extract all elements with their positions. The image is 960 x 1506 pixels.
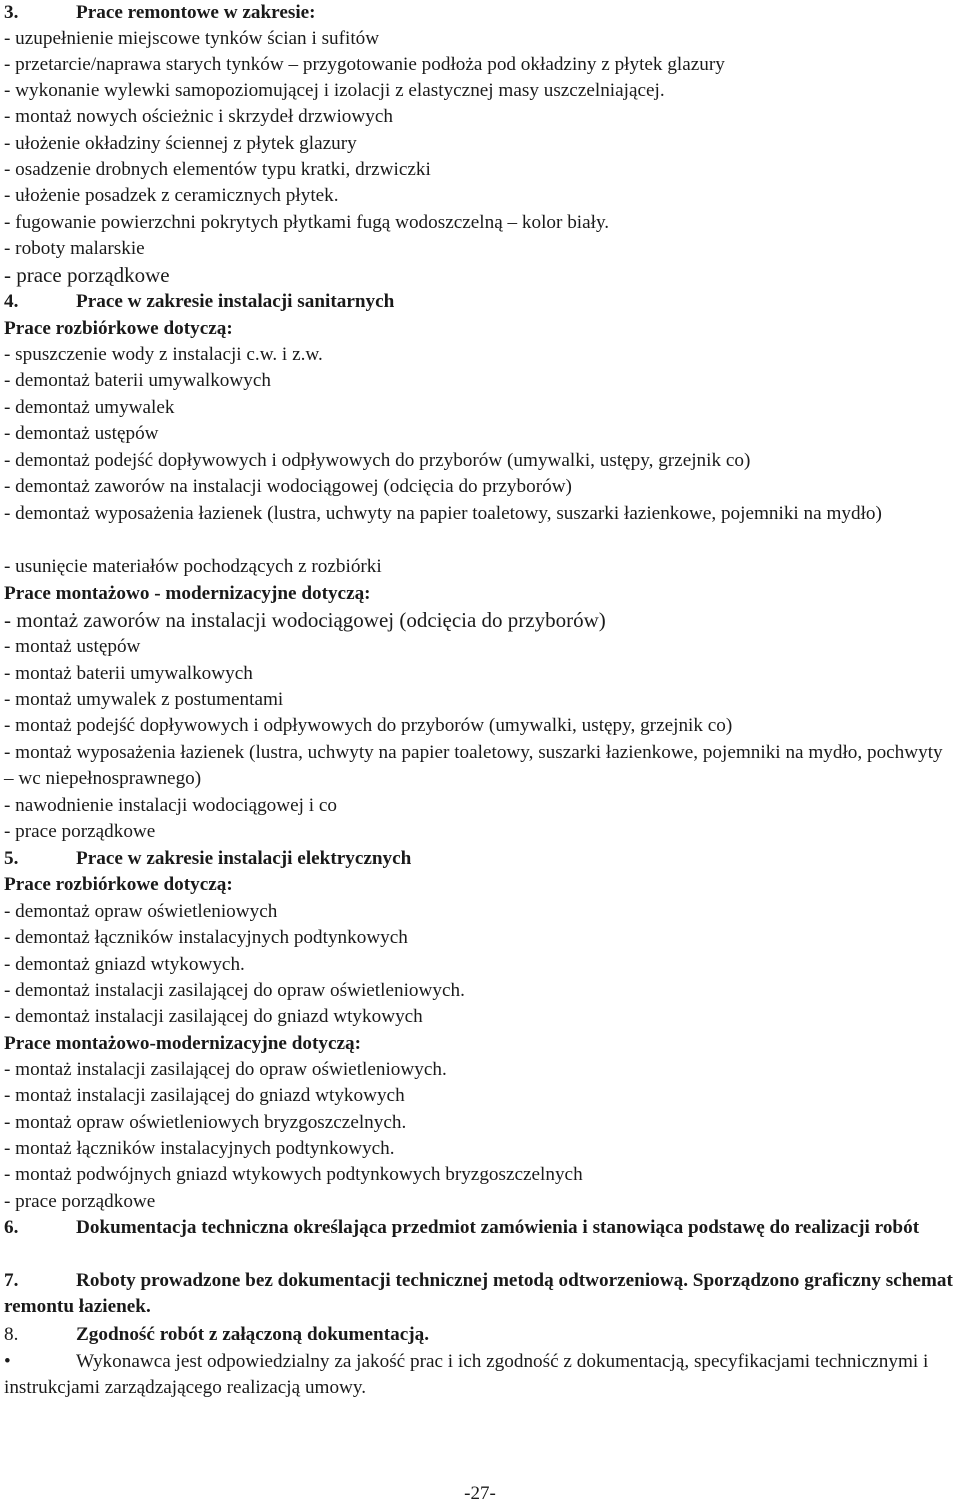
bullet-text: Wykonawca jest odpowiedzialny za jakość prac i ich zgodność z dokumentacją, specyfikacjami technicznymi i instrukcjami zarządzającego realizacją umowy. — [4, 1351, 929, 1398]
list-item: - montaż podwójnych gniazd wtykowych podtynkowych bryzgoszczelnych — [4, 1164, 583, 1185]
list-item: - demontaż łączników instalacyjnych podtynkowych — [4, 927, 408, 948]
list-item: - montaż zaworów na instalacji wodociągowej (odcięcia do przyborów) — [4, 608, 606, 632]
list-item: - demontaż instalacji zasilającej do opraw oświetleniowych. — [4, 980, 465, 1001]
section-title: Zgodność robót z załączoną dokumentacją. — [76, 1324, 430, 1345]
section-title: Dokumentacja techniczna określająca przedmiot zamówienia i stanowiąca podstawę do realizacji robót — [76, 1217, 920, 1238]
list-item: - fugowanie powierzchni pokrytych płytkami fugą wodoszczelną – kolor biały. — [4, 212, 610, 233]
section-number: 4. — [4, 291, 19, 312]
section-title: Prace w zakresie instalacji sanitarnych — [76, 291, 395, 312]
list-item: - prace porządkowe — [4, 263, 170, 287]
subsection-heading: Prace rozbiórkowe dotyczą: — [4, 318, 233, 339]
list-item: - demontaż zaworów na instalacji wodociągowej (odcięcia do przyborów) — [4, 476, 572, 497]
subsection-heading: Prace rozbiórkowe dotyczą: — [4, 874, 233, 895]
list-item: - montaż baterii umywalkowych — [4, 663, 253, 684]
list-item: - ułożenie okładziny ściennej z płytek glazury — [4, 133, 357, 154]
list-item: - prace porządkowe — [4, 1191, 156, 1212]
list-item: - demontaż gniazd wtykowych. — [4, 954, 245, 975]
list-item: - montaż ustępów — [4, 636, 141, 657]
list-item: - wykonanie wylewki samopoziomującej i izolacji z elastycznej masy uszczelniającej. — [4, 80, 665, 101]
list-item: - nawodnienie instalacji wodociągowej i co — [4, 795, 338, 816]
list-item: - roboty malarskie — [4, 238, 145, 259]
section-number: 7. — [4, 1270, 19, 1291]
section-5-heading — [4, 846, 411, 872]
list-item: - montaż nowych ościeżnic i skrzydeł drzwiowych — [4, 106, 393, 127]
list-item: - demontaż ustępów — [4, 423, 159, 444]
list-item: - demontaż opraw oświetleniowych — [4, 901, 278, 922]
section-7-heading — [4, 1268, 954, 1320]
list-item: - demontaż wyposażenia łazienek (lustra, uchwyty na papier toaletowy, suszarki łazienkowe, pojemniki na mydło) — [4, 503, 882, 524]
list-item: - osadzenie drobnych elementów typu kratki, drzwiczki — [4, 159, 431, 180]
list-item: - demontaż instalacji zasilającej do gniazd wtykowych — [4, 1006, 423, 1027]
list-item: - montaż podejść dopływowych i odpływowych do przyborów (umywalki, ustępy, grzejnik co) — [4, 715, 733, 736]
section-3-heading — [4, 0, 316, 26]
bullet-icon: • — [4, 1351, 11, 1372]
list-item: - prace porządkowe — [4, 821, 156, 842]
list-item: - montaż łączników instalacyjnych podtynkowych. — [4, 1138, 395, 1159]
section-title: Prace remontowe w zakresie: — [76, 2, 316, 23]
list-item: - montaż opraw oświetleniowych bryzgoszczelnych. — [4, 1112, 407, 1133]
section-title: Prace w zakresie instalacji elektrycznych — [76, 848, 412, 869]
section-number: 6. — [4, 1217, 19, 1238]
list-item: - usunięcie materiałów pochodzących z rozbiórki — [4, 556, 382, 577]
section-8-heading — [4, 1322, 429, 1348]
page-number: -27- — [464, 1483, 496, 1504]
subsection-heading: Prace montażowo-modernizacyjne dotyczą: — [4, 1033, 361, 1054]
list-item: - uzupełnienie miejscowe tynków ścian i sufitów — [4, 28, 380, 49]
list-item: - spuszczenie wody z instalacji c.w. i z.w. — [4, 344, 323, 365]
section-number: 5. — [4, 848, 19, 869]
list-item: - demontaż podejść dopływowych i odpływowych do przyborów (umywalki, ustępy, grzejnik co) — [4, 450, 751, 471]
list-item: - przetarcie/naprawa starych tynków – przygotowanie podłoża pod okładziny z płytek glazury — [4, 54, 725, 75]
subsection-heading: Prace montażowo - modernizacyjne dotyczą: — [4, 583, 371, 604]
list-item: - ułożenie posadzek z ceramicznych płytek. — [4, 185, 339, 206]
list-item: - montaż umywalek z postumentami — [4, 689, 284, 710]
list-item: - montaż wyposażenia łazienek (lustra, uchwyty na papier toaletowy, suszarki łazienkowe, pojemniki na mydło, pochwyty – wc niepełnosprawnego) — [4, 742, 943, 789]
section-number: 8. — [4, 1324, 19, 1345]
section-6-heading — [4, 1215, 954, 1267]
list-item: - montaż instalacji zasilającej do gniazd wtykowych — [4, 1085, 405, 1106]
section-number: 3. — [4, 2, 19, 23]
section-4-heading — [4, 289, 394, 315]
list-item: - montaż instalacji zasilającej do opraw oświetleniowych. — [4, 1059, 447, 1080]
list-item: - demontaż baterii umywalkowych — [4, 370, 271, 391]
bullet-paragraph — [4, 1349, 954, 1401]
list-item: - demontaż umywalek — [4, 397, 175, 418]
section-title: Roboty prowadzone bez dokumentacji technicznej metodą odtworzeniową. Sporządzono graficzny schemat remontu łazienek. — [4, 1270, 953, 1317]
